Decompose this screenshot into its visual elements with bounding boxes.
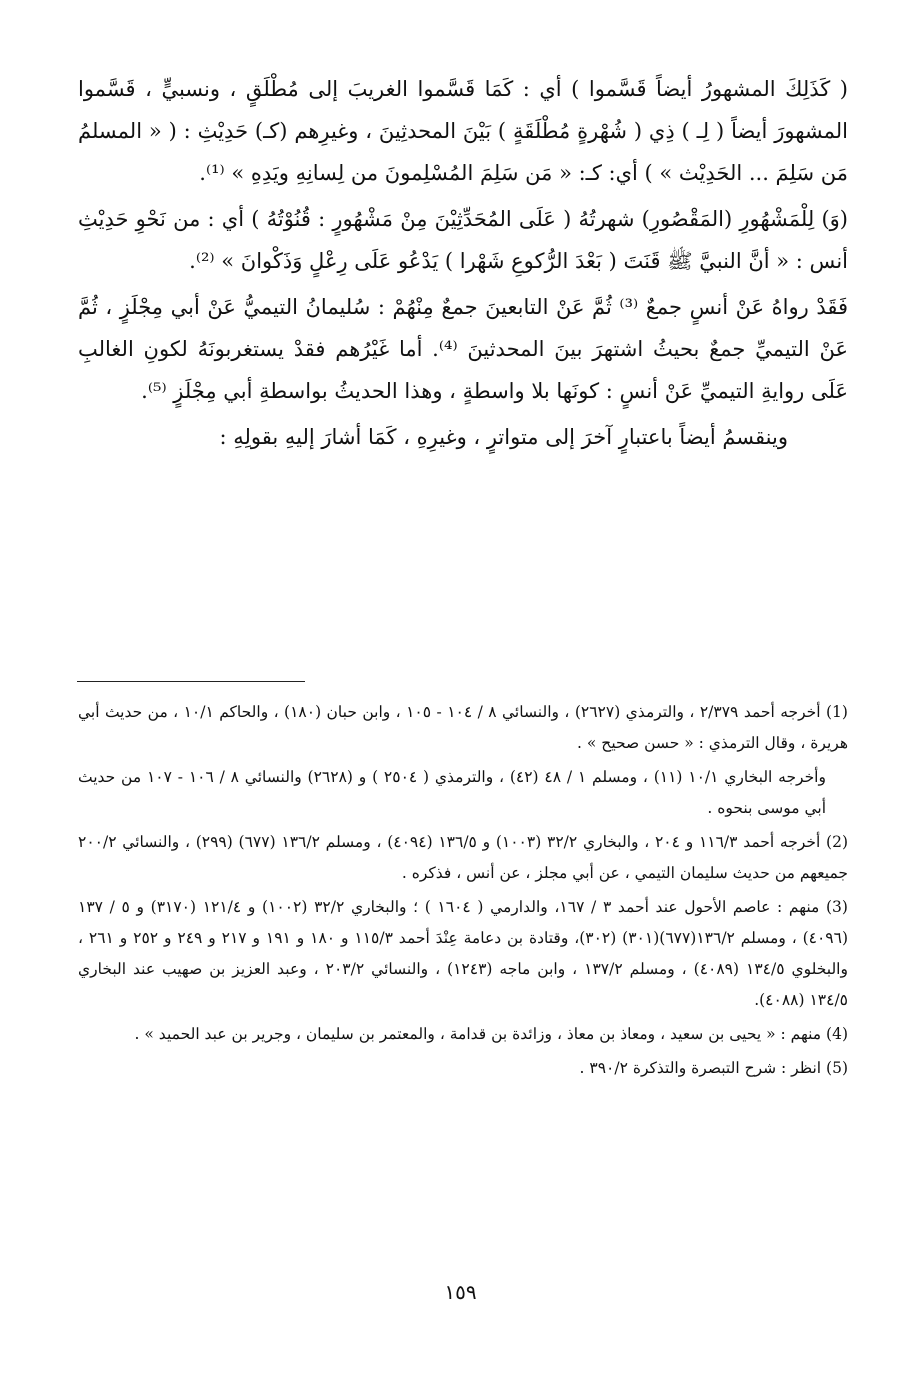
footnote-4: (4) منهم : « يحيى بن سعيد ، ومعاذ بن معاذ ، وزائدة بن قدامة ، والمعتمر بن سليمان ، وجرير بن عبد الحميد » .: [134, 1025, 848, 1043]
footnotes: [78, 697, 848, 1084]
footnote-2: (2) أخرجه أحمد ١١٦/٣ و ٢٠٤ ، والبخاري ٣٢/٢ (١٠٠٣) و ١٣٦/٥ (٤٠٩٤) ، ومسلم ١٣٦/٢ (٦٧٧) (٢٩٩) ، والنسائي ٢٠٠/٢ جميعهم من حديث سليمان التيمي ، عن أبي مجلز ، عن أنس ، فذكره .: [78, 833, 848, 882]
paragraph: وينقسمُ أيضاً باعتبارٍ آخرَ إلى متواترٍ ، وغيرِهِ ، كَمَا أشارَ إليهِ بقولِهِ :: [219, 425, 788, 449]
footnote-divider: [77, 681, 305, 682]
paragraph: (وَ) لِلْمَشْهُورِ (المَقْصُورِ) شهرتُهُ ( عَلَى المُحَدِّثِيْنَ مِنْ مَشْهُورٍ : قُنُوْتُهُ ) أي : من نَحْوِ حَدِيْثِ أنس : « أنَّ النبيَّ ﷺ قَنَتَ ( بَعْدَ الرُّكوعِ شَهْرا ) يَدْعُو عَلَى رِعْلٍ وَذَكْوانَ » ⁽²⁾.: [78, 207, 848, 273]
footnote-3: (3) منهم : عاصم الأحول عند أحمد ٣ / ١٦٧، والدارمي ( ١٦٠٤ ) ؛ والبخاري ٣٢/٢ (١٠٠٢) و ١٢١/٤ (٣١٧٠) و ٥ / ١٣٧ (٤٠٩٦) ، ومسلم ١٣٦/٢(٦٧٧)(٣٠١) (٣٠٢)، وقتادة بن دعامة عِنْدَ أحمد ١١٥/٣ و ١٨٠ و ١٩١ و ٢١٧ و ٢٤٩ و ٢٥٢ و ٢٦١ ، والبخلوي ١٣٤/٥ (٤٠٨٩) ، ومسلم ١٣٧/٢ ، وابن ماجه (١٢٤٣) ، والنسائي ٢٠٣/٢ ، وعبد العزيز بن صهيب عند البخاري ١٣٤/٥ (٤٠٨٨).: [78, 898, 849, 1009]
page-number: ١٥٩: [444, 1280, 477, 1304]
footnote-5: (5) انظر : شرح التبصرة والتذكرة ٣٩٠/٢ .: [579, 1059, 848, 1077]
paragraph: ( كَذَلِكَ المشهورُ أيضاً قَسَّموا ) أي : كَمَا قَسَّموا الغريبَ إلى مُطْلَقٍ ، ونسبيٍّ ، قَسَّموا المشهورَ أيضاً ( لِـ ) ذِي ( شُهْرةٍ مُطْلَقَةٍ ) بَيْنَ المحدثِينَ ، وغيرِهم (كـ) حَدِيْثِ : ( « المسلمُ مَن سَلِمَ ... الحَدِيْث » ) أي: كـ: « مَن سَلِمَ المُسْلِمونَ من لِسانِهِ ويَدِهِ » ⁽¹⁾.: [78, 77, 848, 185]
footnote-1-continued: وأخرجه البخاري ١٠/١ (١١) ، ومسلم ١ / ٤٨ (٤٢) ، والترمذي ( ٢٥٠٤ ) و (٢٦٢٨) والنسائي ٨ / ١٠٦ - ١٠٧ من حديث أبي موسى بنحوه .: [78, 768, 826, 817]
main-text: [78, 68, 848, 458]
page-body: [78, 68, 848, 458]
paragraph: فَقَدْ رواهُ عَنْ أنسٍ جمعٌ ⁽³⁾ ثُمَّ عَنْ التابعينَ جمعٌ مِنْهُمْ : سُليمانُ التيميُّ عَنْ أبي مِجْلَزٍ ، ثُمَّ عَنْ التيميِّ جمعٌ بحيثُ اشتهرَ بينَ المحدثينَ ⁽⁴⁾. أما غَيْرُهم فقدْ يستغربونَهُ لكونِ الغالبِ عَلَى روايةِ التيميِّ عَنْ أنسٍ : كونَها بلا واسطةٍ ، وهذا الحديثُ بواسطةِ أبي مِجْلَزٍ ⁽⁵⁾.: [78, 295, 849, 403]
footnote-1: (1) أخرجه أحمد ٢/٣٧٩ ، والترمذي (٢٦٢٧) ، والنسائي ٨ / ١٠٤ - ١٠٥ ، وابن حبان (١٨٠) ، والحاكم ١٠/١ ، من حديث أبي هريرة ، وقال الترمذي : « حسن صحيح » .: [78, 703, 848, 752]
